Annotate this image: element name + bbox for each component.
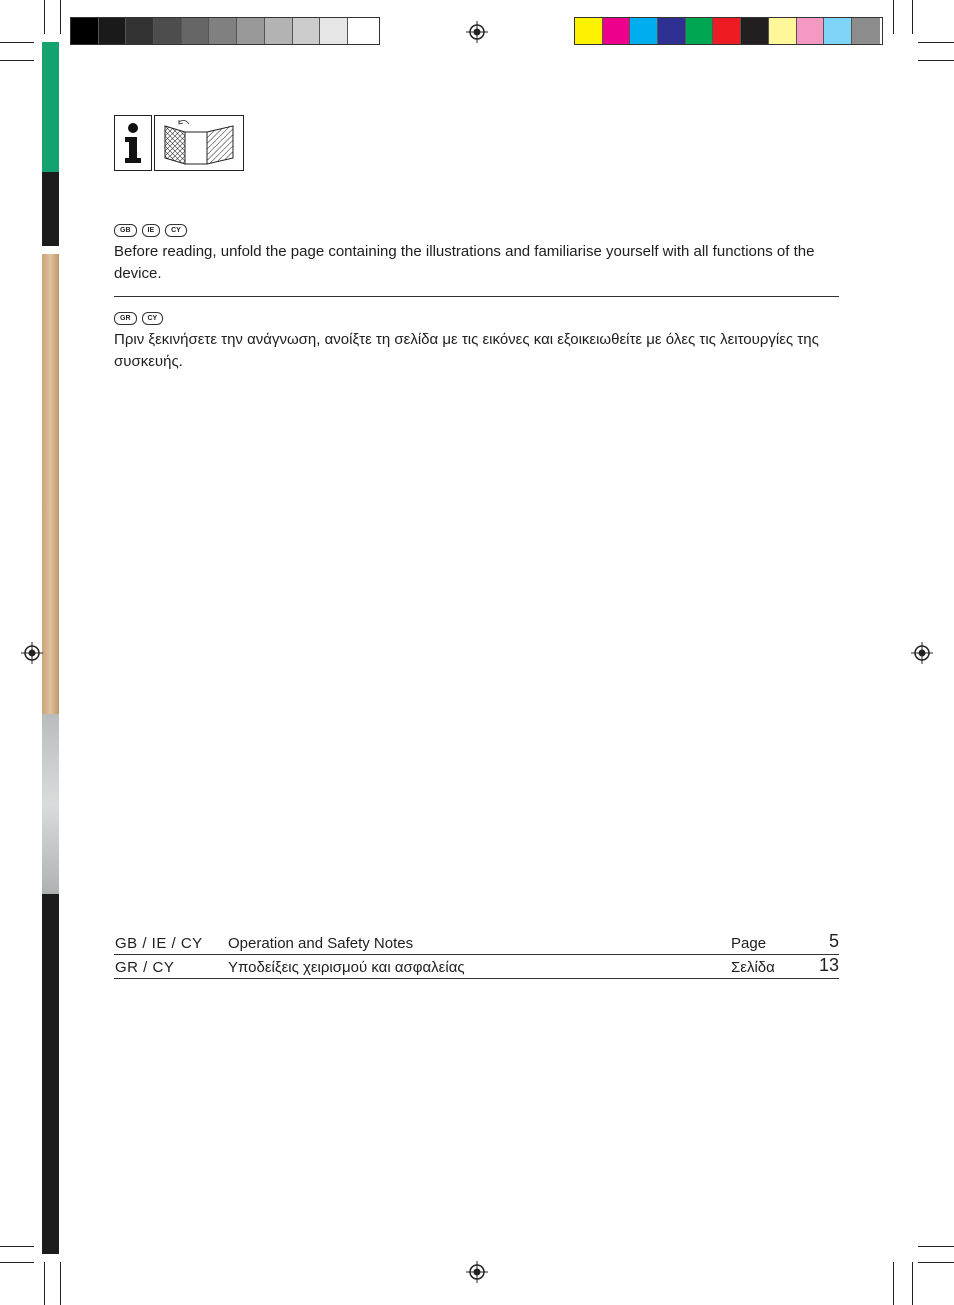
country-badges-gr — [114, 312, 163, 325]
intro-text-en: Before reading, unfold the page containing the illustrations and familiarise yourself with all functions of the device. — [114, 243, 815, 282]
color-swatch — [741, 18, 769, 44]
crop-mark — [918, 60, 954, 61]
country-badge: GB — [114, 224, 137, 237]
gray-swatch — [348, 18, 376, 44]
registration-mark-icon — [21, 642, 43, 664]
crop-mark — [912, 0, 913, 34]
toc-title: Υποδείξεις χειρισμού και ασφαλείας — [228, 959, 465, 976]
toc-divider — [114, 978, 839, 979]
color-swatch — [658, 18, 686, 44]
toc-row[interactable] — [114, 955, 839, 978]
side-strip-wood — [42, 254, 59, 714]
toc-title: Operation and Safety Notes — [228, 935, 414, 952]
color-swatch — [603, 18, 631, 44]
gray-swatch — [320, 18, 348, 44]
color-swatch — [713, 18, 741, 44]
toc-row[interactable] — [114, 931, 839, 954]
color-swatch — [575, 18, 603, 44]
country-badge: IE — [142, 224, 161, 237]
unfold-page-icon — [154, 115, 244, 171]
gray-swatch — [209, 18, 237, 44]
info-icon — [114, 115, 152, 171]
toc-languages: GB / IE / CY — [115, 935, 203, 952]
gray-swatch — [237, 18, 265, 44]
crop-mark — [0, 1262, 34, 1263]
crop-mark — [44, 1262, 45, 1305]
crop-mark — [918, 1262, 954, 1263]
crop-mark — [918, 42, 954, 43]
color-scale-bar — [574, 17, 883, 45]
gray-swatch — [99, 18, 127, 44]
color-swatch — [769, 18, 797, 44]
toc-languages: GR / CY — [115, 959, 175, 976]
registration-mark-icon — [466, 21, 488, 43]
gray-swatch — [182, 18, 210, 44]
toc-page-number: 5 — [828, 931, 839, 951]
country-badge: CY — [165, 224, 187, 237]
gray-swatch — [293, 18, 321, 44]
crop-mark — [912, 1262, 913, 1305]
toc-page-number: 13 — [818, 955, 839, 975]
gray-scale-bar — [70, 17, 380, 45]
crop-mark — [918, 1246, 954, 1247]
registration-mark-icon — [911, 642, 933, 664]
country-badges-en — [114, 224, 187, 237]
intro-text-gr: Πριν ξεκινήσετε την ανάγνωση, ανοίξτε τη σελίδα με τις εικόνες και εξοικειωθείτε με όλες τις λειτουργίες της συσκευής. — [114, 331, 819, 370]
country-badge: CY — [142, 312, 164, 325]
color-swatch — [630, 18, 658, 44]
gray-swatch — [71, 18, 99, 44]
color-swatch — [797, 18, 825, 44]
registration-mark-icon — [466, 1261, 488, 1283]
gray-swatch — [126, 18, 154, 44]
country-badge: GR — [114, 312, 137, 325]
divider — [114, 296, 839, 297]
gray-swatch — [265, 18, 293, 44]
color-swatch — [824, 18, 852, 44]
toc-page-label: Page — [731, 935, 767, 952]
crop-mark — [893, 1262, 894, 1305]
color-swatch — [686, 18, 714, 44]
color-swatch — [852, 18, 880, 44]
side-strip-green — [42, 42, 59, 172]
crop-mark — [0, 60, 34, 61]
side-strip-gray — [42, 714, 59, 894]
crop-mark — [893, 0, 894, 34]
side-strip-dark — [42, 172, 59, 246]
crop-mark — [0, 42, 34, 43]
side-strip-dark-bottom — [42, 894, 59, 1254]
crop-mark — [0, 1246, 34, 1247]
crop-mark — [44, 0, 45, 34]
gray-swatch — [154, 18, 182, 44]
crop-mark — [60, 0, 61, 34]
toc-page-label: Σελίδα — [731, 959, 775, 976]
crop-mark — [60, 1262, 61, 1305]
